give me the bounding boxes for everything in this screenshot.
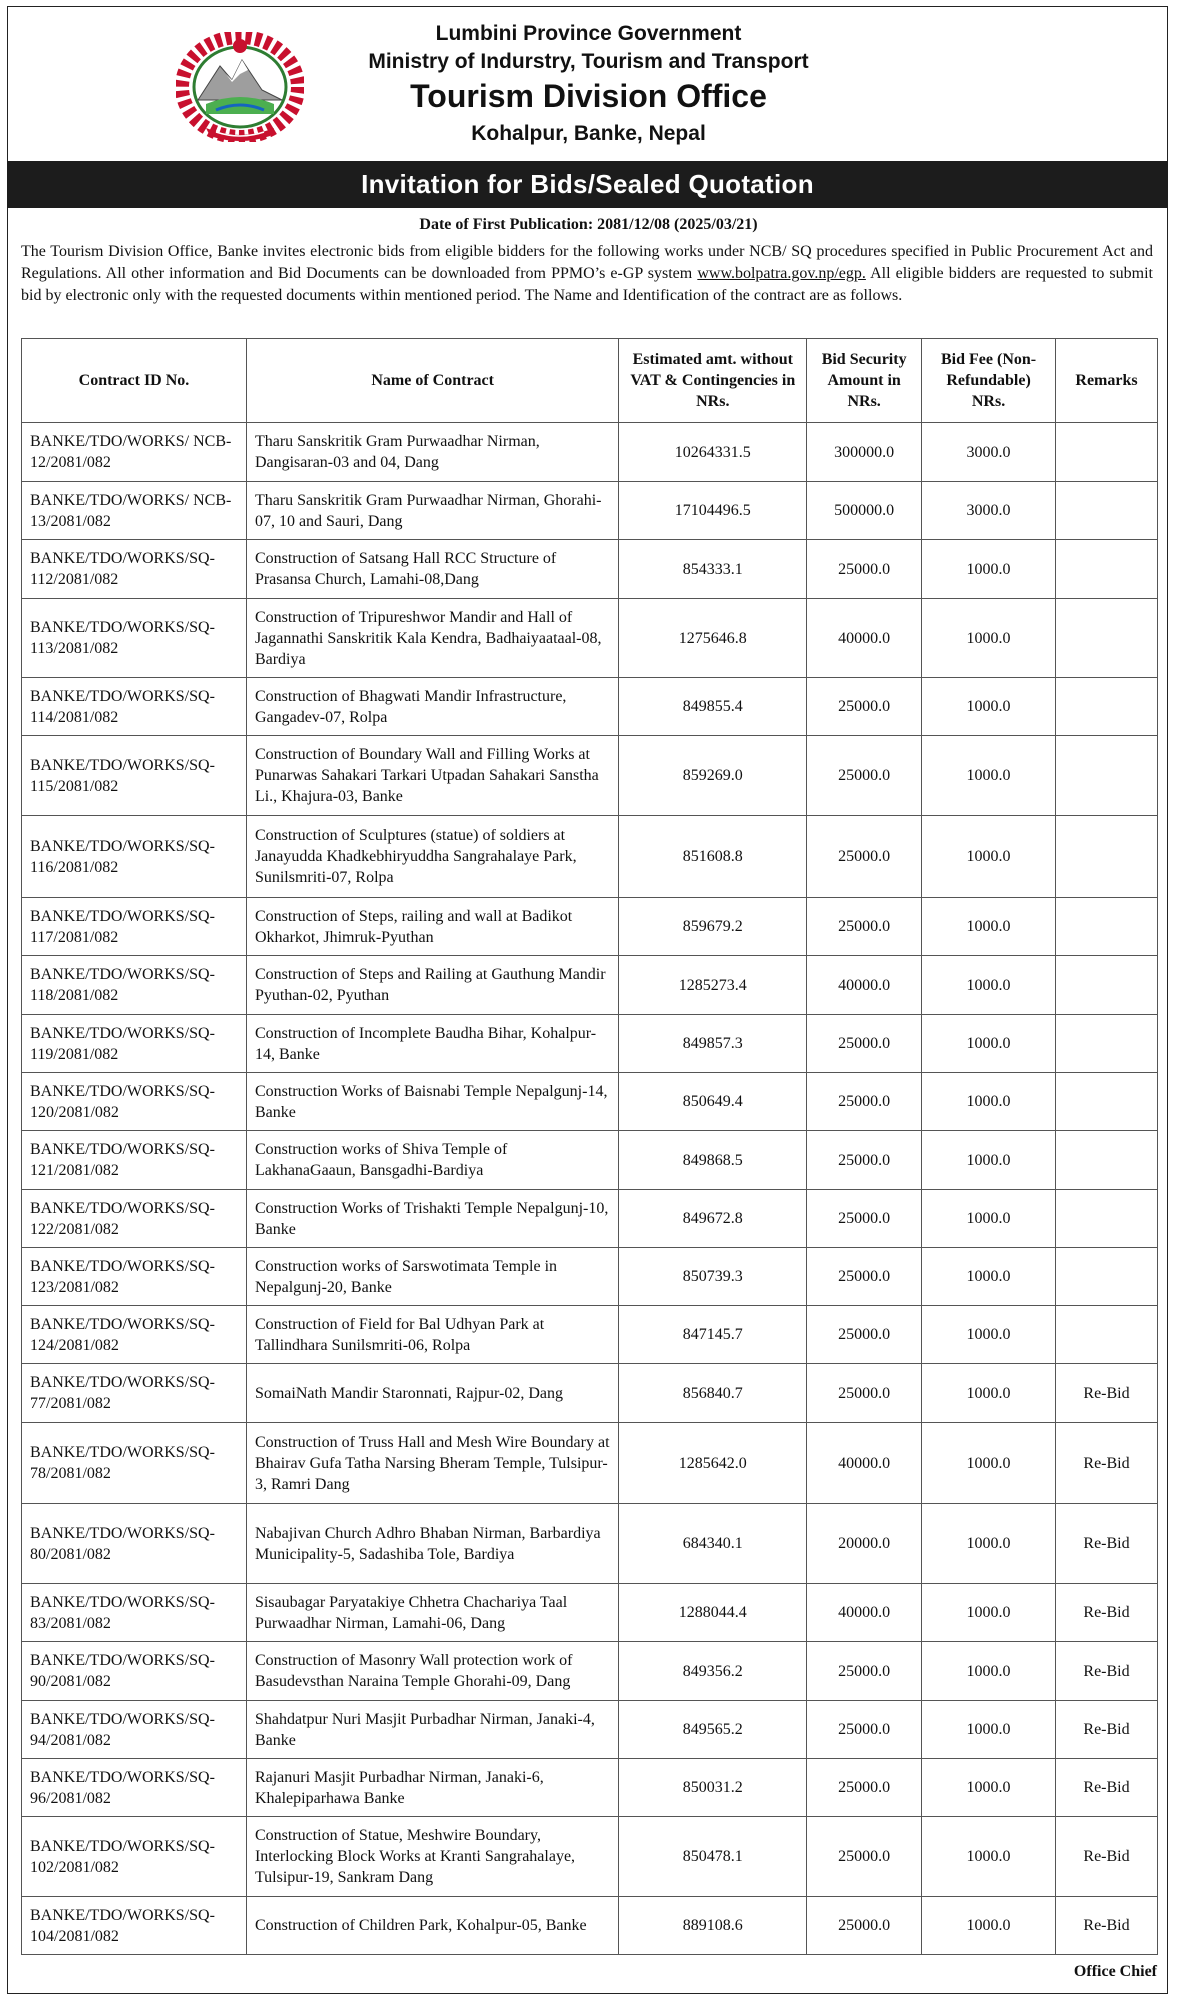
bid-fee-cell: 1000.0 (922, 898, 1056, 956)
contract-id-cell: BANKE/TDO/WORKS/SQ-78/2081/082 (22, 1423, 247, 1504)
ministry-name: Ministry of Indurstry, Tourism and Transport (368, 50, 809, 73)
estimate-cell: 850649.4 (619, 1073, 807, 1131)
contract-name-cell: Construction of Boundary Wall and Filling Works at Punarwas Sahakari Tarkari Utpadan Sahakari Sanstha Li., Khajura-03, Banke (246, 736, 618, 816)
signatory-title: Office Chief (1073, 1963, 1157, 1980)
remarks-cell (1056, 1190, 1158, 1248)
remarks-cell: Re-Bid (1056, 1701, 1158, 1759)
remarks-cell: Re-Bid (1056, 1642, 1158, 1701)
table-row (22, 1073, 1158, 1131)
bid-fee-cell: 3000.0 (922, 423, 1056, 482)
letterhead (0, 0, 1177, 158)
bid-fee-cell: 1000.0 (922, 1504, 1056, 1584)
bid-fee-cell: 1000.0 (922, 1584, 1056, 1642)
contract-name-cell: Construction of Bhagwati Mandir Infrastructure, Gangadev-07, Rolpa (246, 678, 618, 736)
estimate-cell: 854333.1 (619, 540, 807, 599)
bid-security-cell: 25000.0 (807, 1897, 922, 1955)
bid-fee-cell: 1000.0 (922, 1190, 1056, 1248)
bid-security-cell: 25000.0 (807, 816, 922, 898)
contract-id-cell: BANKE/TDO/WORKS/SQ-120/2081/082 (22, 1073, 247, 1131)
remarks-cell: Re-Bid (1056, 1817, 1158, 1897)
col-header-contract-id: Contract ID No. (22, 339, 247, 423)
bid-security-cell: 25000.0 (807, 736, 922, 816)
contract-id-cell: BANKE/TDO/WORKS/SQ-104/2081/082 (22, 1897, 247, 1955)
bid-security-cell: 20000.0 (807, 1504, 922, 1584)
remarks-cell: Re-Bid (1056, 1759, 1158, 1817)
table-row (22, 678, 1158, 736)
bid-fee-cell: 1000.0 (922, 1248, 1056, 1306)
contract-name-cell: Rajanuri Masjit Purbadhar Nirman, Janaki-6, Khalepiparhawa Banke (246, 1759, 618, 1817)
bid-security-cell: 40000.0 (807, 1584, 922, 1642)
col-header-bid-fee: Bid Fee (Non-Refundable) NRs. (922, 339, 1056, 423)
contract-id-cell: BANKE/TDO/WORKS/SQ-90/2081/082 (22, 1642, 247, 1701)
remarks-cell (1056, 898, 1158, 956)
table-row (22, 1584, 1158, 1642)
table-row (22, 1817, 1158, 1897)
office-location: Kohalpur, Banke, Nepal (471, 122, 706, 145)
bid-fee-cell: 1000.0 (922, 1423, 1056, 1504)
estimate-cell: 850478.1 (619, 1817, 807, 1897)
contract-name-cell: Tharu Sanskritik Gram Purwaadhar Nirman, Ghorahi-07, 10 and Sauri, Dang (246, 482, 618, 540)
estimate-cell: 849857.3 (619, 1015, 807, 1073)
contract-name-cell: Construction works of Shiva Temple of LakhanaGaaun, Bansgadhi-Bardiya (246, 1131, 618, 1190)
contract-id-cell: BANKE/TDO/WORKS/SQ-113/2081/082 (22, 599, 247, 678)
table-header-row (22, 339, 1158, 423)
table-row (22, 1897, 1158, 1955)
table-row (22, 898, 1158, 956)
estimate-cell: 859679.2 (619, 898, 807, 956)
bid-security-cell: 300000.0 (807, 423, 922, 482)
intro-paragraph (21, 241, 1153, 307)
remarks-cell (1056, 816, 1158, 898)
remarks-cell: Re-Bid (1056, 1364, 1158, 1423)
bid-fee-cell: 1000.0 (922, 816, 1056, 898)
contract-id-cell: BANKE/TDO/WORKS/SQ-121/2081/082 (22, 1131, 247, 1190)
remarks-cell: Re-Bid (1056, 1584, 1158, 1642)
bid-security-cell: 25000.0 (807, 898, 922, 956)
estimate-cell: 849672.8 (619, 1190, 807, 1248)
bid-fee-cell: 1000.0 (922, 1817, 1056, 1897)
bid-security-cell: 25000.0 (807, 1248, 922, 1306)
contract-name-cell: Construction of Children Park, Kohalpur-05, Banke (246, 1897, 618, 1955)
bid-fee-cell: 1000.0 (922, 736, 1056, 816)
remarks-cell: Re-Bid (1056, 1897, 1158, 1955)
contract-id-cell: BANKE/TDO/WORKS/SQ-122/2081/082 (22, 1190, 247, 1248)
table-row (22, 956, 1158, 1015)
bid-security-cell: 25000.0 (807, 1306, 922, 1364)
estimate-cell: 849565.2 (619, 1701, 807, 1759)
contract-name-cell: Construction of Masonry Wall protection work of Basudevsthan Naraina Temple Ghorahi-09, Dang (246, 1642, 618, 1701)
contract-name-cell: Construction of Incomplete Baudha Bihar, Kohalpur-14, Banke (246, 1015, 618, 1073)
bid-security-cell: 25000.0 (807, 1642, 922, 1701)
remarks-cell (1056, 736, 1158, 816)
remarks-cell (1056, 540, 1158, 599)
contract-id-cell: BANKE/TDO/WORKS/SQ-115/2081/082 (22, 736, 247, 816)
bid-security-cell: 25000.0 (807, 1701, 922, 1759)
contract-name-cell: Nabajivan Church Adhro Bhaban Nirman, Barbardiya Municipality-5, Sadashiba Tole, Bardiya (246, 1504, 618, 1584)
remarks-cell (1056, 1306, 1158, 1364)
contract-id-cell: BANKE/TDO/WORKS/SQ-118/2081/082 (22, 956, 247, 1015)
estimate-cell: 17104496.5 (619, 482, 807, 540)
contract-id-cell: BANKE/TDO/WORKS/SQ-83/2081/082 (22, 1584, 247, 1642)
government-name: Lumbini Province Government (435, 22, 742, 45)
remarks-cell (1056, 1015, 1158, 1073)
contract-id-cell: BANKE/TDO/WORKS/SQ-77/2081/082 (22, 1364, 247, 1423)
estimate-cell: 684340.1 (619, 1504, 807, 1584)
bid-fee-cell: 1000.0 (922, 1701, 1056, 1759)
estimate-cell: 1288044.4 (619, 1584, 807, 1642)
bid-security-cell: 40000.0 (807, 599, 922, 678)
table-row (22, 540, 1158, 599)
bid-fee-cell: 1000.0 (922, 1759, 1056, 1817)
contract-name-cell: Construction of Steps, railing and wall at Badikot Okharkot, Jhimruk-Pyuthan (246, 898, 618, 956)
remarks-cell (1056, 956, 1158, 1015)
notice-title: Invitation for Bids/Sealed Quotation (7, 161, 1168, 208)
estimate-cell: 1285642.0 (619, 1423, 807, 1504)
contract-id-cell: BANKE/TDO/WORKS/SQ-117/2081/082 (22, 898, 247, 956)
contract-id-cell: BANKE/TDO/WORKS/SQ-94/2081/082 (22, 1701, 247, 1759)
bid-fee-cell: 3000.0 (922, 482, 1056, 540)
col-header-contract-name: Name of Contract (246, 339, 618, 423)
contract-name-cell: Construction of Satsang Hall RCC Structure of Prasansa Church, Lamahi-08,Dang (246, 540, 618, 599)
estimate-cell: 889108.6 (619, 1897, 807, 1955)
contract-id-cell: BANKE/TDO/WORKS/ NCB-13/2081/082 (22, 482, 247, 540)
remarks-cell (1056, 1131, 1158, 1190)
estimate-cell: 849855.4 (619, 678, 807, 736)
table-row (22, 423, 1158, 482)
bid-fee-cell: 1000.0 (922, 1306, 1056, 1364)
intro-text-start: The Tourism Division Office, Banke invites electronic bids from eligible bidders for the following works under NCB/ SQ procedures specified in Public Procurement Act and Regulations. All other information and Bid Documents can be downloaded from PPMO’s e-GP system (21, 243, 1153, 282)
table-row (22, 1131, 1158, 1190)
estimate-cell: 10264331.5 (619, 423, 807, 482)
estimate-cell: 850739.3 (619, 1248, 807, 1306)
table-row (22, 1759, 1158, 1817)
contract-id-cell: BANKE/TDO/WORKS/SQ-102/2081/082 (22, 1817, 247, 1897)
remarks-cell: Re-Bid (1056, 1423, 1158, 1504)
bid-security-cell: 25000.0 (807, 1015, 922, 1073)
contract-id-cell: BANKE/TDO/WORKS/ NCB-12/2081/082 (22, 423, 247, 482)
estimate-cell: 1275646.8 (619, 599, 807, 678)
contract-id-cell: BANKE/TDO/WORKS/SQ-116/2081/082 (22, 816, 247, 898)
estimate-cell: 859269.0 (619, 736, 807, 816)
estimate-cell: 851608.8 (619, 816, 807, 898)
remarks-cell (1056, 1073, 1158, 1131)
table-row (22, 1015, 1158, 1073)
col-header-bid-security: Bid Security Amount in NRs. (807, 339, 922, 423)
bid-security-cell: 25000.0 (807, 1759, 922, 1817)
table-row (22, 1504, 1158, 1584)
remarks-cell (1056, 599, 1158, 678)
bid-security-cell: 25000.0 (807, 540, 922, 599)
contract-name-cell: Construction of Truss Hall and Mesh Wire Boundary at Bhairav Gufa Tatha Narsing Bheram Temple, Tulsipur-3, Ramri Dang (246, 1423, 618, 1504)
estimate-cell: 856840.7 (619, 1364, 807, 1423)
table-row (22, 1190, 1158, 1248)
bid-fee-cell: 1000.0 (922, 1015, 1056, 1073)
contracts-table (21, 338, 1158, 1955)
remarks-cell (1056, 482, 1158, 540)
table-row (22, 736, 1158, 816)
remarks-cell (1056, 423, 1158, 482)
contract-id-cell: BANKE/TDO/WORKS/SQ-123/2081/082 (22, 1248, 247, 1306)
table-row (22, 599, 1158, 678)
remarks-cell (1056, 1248, 1158, 1306)
contract-id-cell: BANKE/TDO/WORKS/SQ-119/2081/082 (22, 1015, 247, 1073)
contract-name-cell: Construction works of Sarswotimata Temple in Nepalgunj-20, Banke (246, 1248, 618, 1306)
table-row (22, 1364, 1158, 1423)
bid-fee-cell: 1000.0 (922, 540, 1056, 599)
table-row (22, 1248, 1158, 1306)
intro-text-end: All eligible bidders are requested to submit bid by electronic only with the requested documents within mentioned period. The Name and Identification of the contract are as follows. (21, 265, 1153, 304)
bid-fee-cell: 1000.0 (922, 1131, 1056, 1190)
col-header-estimate: Estimated amt. without VAT & Contingencies in NRs. (619, 339, 807, 423)
publication-date: Date of First Publication: 2081/12/08 (2025/03/21) (419, 216, 758, 233)
contract-name-cell: Construction Works of Trishakti Temple Nepalgunj-10, Banke (246, 1190, 618, 1248)
egp-link[interactable]: www.bolpatra.gov.np/egp. (697, 265, 866, 282)
estimate-cell: 849868.5 (619, 1131, 807, 1190)
bid-fee-cell: 1000.0 (922, 1897, 1056, 1955)
bid-security-cell: 25000.0 (807, 678, 922, 736)
remarks-cell (1056, 678, 1158, 736)
estimate-cell: 850031.2 (619, 1759, 807, 1817)
contract-name-cell: Construction of Tripureshwor Mandir and Hall of Jagannathi Sanskritik Kala Kendra, Badhaiyaataal-08, Bardiya (246, 599, 618, 678)
bid-security-cell: 40000.0 (807, 1423, 922, 1504)
contract-name-cell: Construction of Steps and Railing at Gauthung Mandir Pyuthan-02, Pyuthan (246, 956, 618, 1015)
contract-id-cell: BANKE/TDO/WORKS/SQ-114/2081/082 (22, 678, 247, 736)
bid-security-cell: 25000.0 (807, 1131, 922, 1190)
bid-fee-cell: 1000.0 (922, 1364, 1056, 1423)
contract-name-cell: Tharu Sanskritik Gram Purwaadhar Nirman, Dangisaran-03 and 04, Dang (246, 423, 618, 482)
bid-security-cell: 500000.0 (807, 482, 922, 540)
table-row (22, 1642, 1158, 1701)
contract-name-cell: Construction Works of Baisnabi Temple Nepalgunj-14, Banke (246, 1073, 618, 1131)
bid-fee-cell: 1000.0 (922, 956, 1056, 1015)
bid-fee-cell: 1000.0 (922, 599, 1056, 678)
contract-name-cell: Shahdatpur Nuri Masjit Purbadhar Nirman, Janaki-4, Banke (246, 1701, 618, 1759)
bid-fee-cell: 1000.0 (922, 1073, 1056, 1131)
remarks-cell: Re-Bid (1056, 1504, 1158, 1584)
contract-name-cell: Sisaubagar Paryatakiye Chhetra Chachariya Taal Purwaadhar Nirman, Lamahi-06, Dang (246, 1584, 618, 1642)
estimate-cell: 849356.2 (619, 1642, 807, 1701)
contract-id-cell: BANKE/TDO/WORKS/SQ-124/2081/082 (22, 1306, 247, 1364)
table-row (22, 1701, 1158, 1759)
bid-security-cell: 25000.0 (807, 1817, 922, 1897)
bid-fee-cell: 1000.0 (922, 678, 1056, 736)
col-header-remarks: Remarks (1056, 339, 1158, 423)
contract-name-cell: Construction of Statue, Meshwire Boundary, Interlocking Block Works at Kranti Sangrahalaye, Tulsipur-19, Sankram Dang (246, 1817, 618, 1897)
table-row (22, 482, 1158, 540)
estimate-cell: 847145.7 (619, 1306, 807, 1364)
contract-id-cell: BANKE/TDO/WORKS/SQ-96/2081/082 (22, 1759, 247, 1817)
bid-fee-cell: 1000.0 (922, 1642, 1056, 1701)
contract-name-cell: SomaiNath Mandir Staronnati, Rajpur-02, Dang (246, 1364, 618, 1423)
office-name: Tourism Division Office (410, 78, 767, 114)
bid-security-cell: 25000.0 (807, 1190, 922, 1248)
table-row (22, 816, 1158, 898)
bid-security-cell: 25000.0 (807, 1364, 922, 1423)
table-row (22, 1423, 1158, 1504)
contract-name-cell: Construction of Field for Bal Udhyan Park at Tallindhara Sunilsmriti-06, Rolpa (246, 1306, 618, 1364)
estimate-cell: 1285273.4 (619, 956, 807, 1015)
bid-security-cell: 25000.0 (807, 1073, 922, 1131)
contract-id-cell: BANKE/TDO/WORKS/SQ-80/2081/082 (22, 1504, 247, 1584)
table-row (22, 1306, 1158, 1364)
contract-id-cell: BANKE/TDO/WORKS/SQ-112/2081/082 (22, 540, 247, 599)
contract-name-cell: Construction of Sculptures (statue) of soldiers at Janayudda Khadkebhiryuddha Sangrahalaye Park, Sunilsmriti-07, Rolpa (246, 816, 618, 898)
bid-security-cell: 40000.0 (807, 956, 922, 1015)
